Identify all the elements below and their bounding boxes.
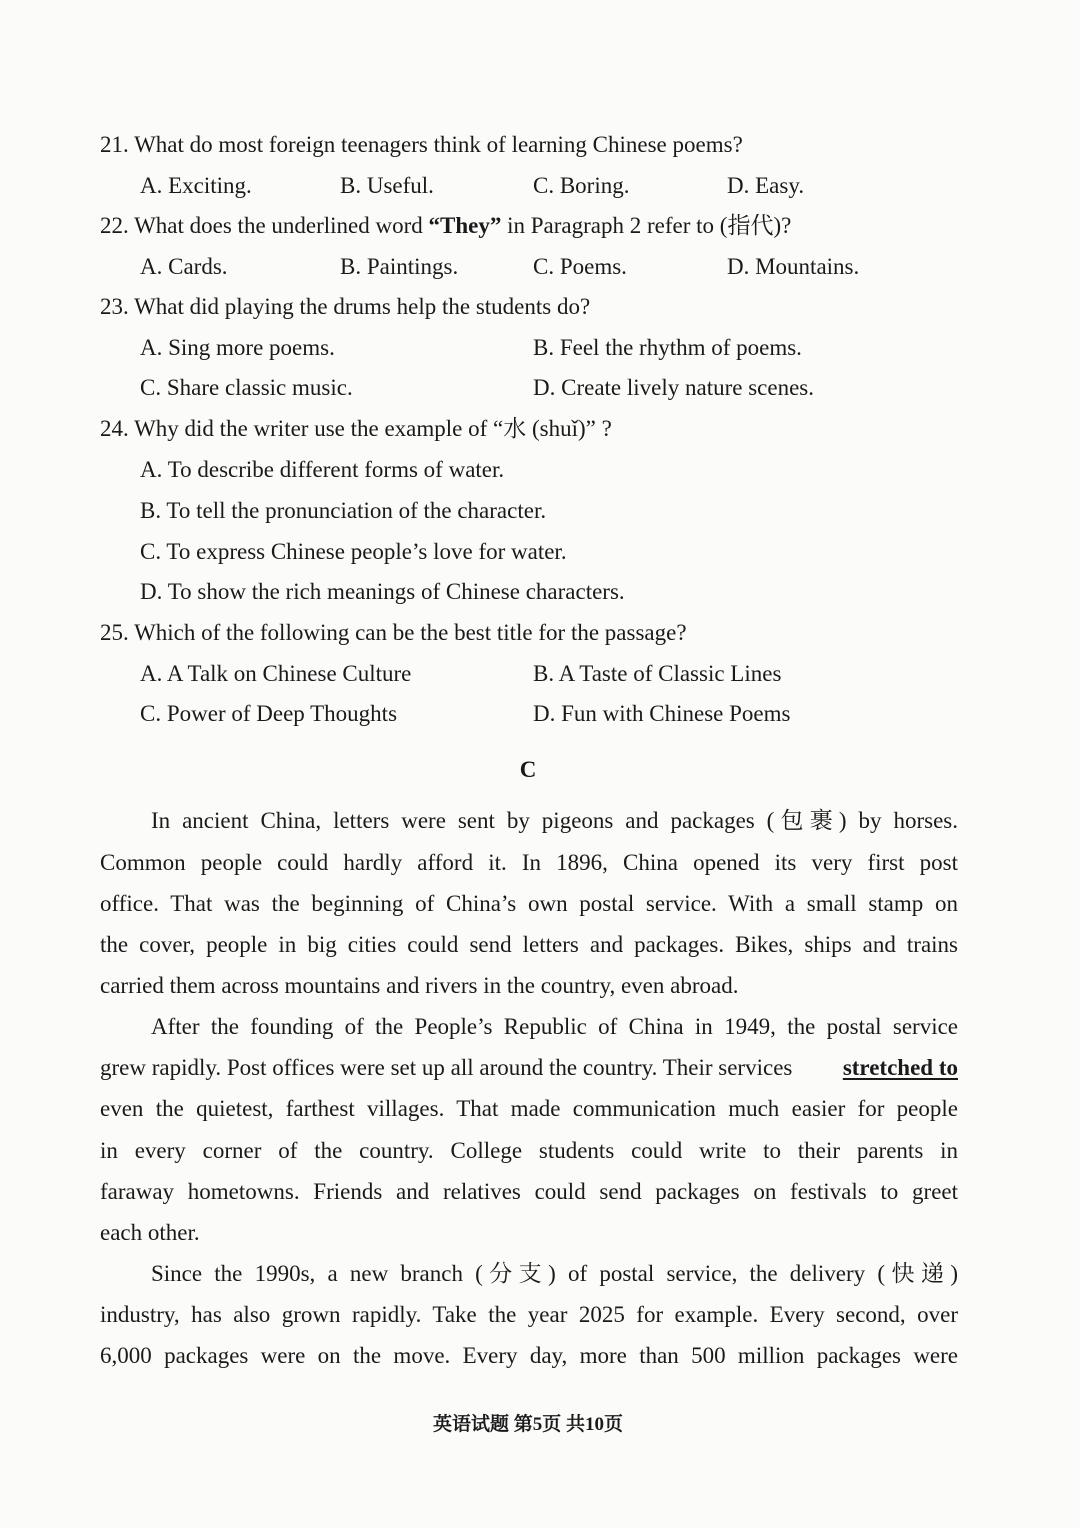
q21-option-b: B. Useful. xyxy=(340,173,434,198)
q21-option-c: C. Boring. xyxy=(533,173,630,198)
q22-stem-post: in Paragraph 2 refer to (指代)? xyxy=(501,213,792,238)
q22-option-d: D. Mountains. xyxy=(727,254,860,279)
q23-option-c: C. Share classic music. xyxy=(140,375,353,400)
q21-option-a: A. Exciting. xyxy=(140,173,252,198)
q24-option-c: C. To express Chinese people’s love for water. xyxy=(140,539,567,564)
q21-option-d: D. Easy. xyxy=(727,173,805,198)
passage-p1-line-2: Common people could hardly afford it. In 1896, China opened its very first post xyxy=(100,850,958,875)
question-23-stem: 23. What did playing the drums help the students do? xyxy=(100,294,591,319)
passage-p2-line-2 xyxy=(100,1054,958,1082)
passage-p2-line-2-text: grew rapidly. Post offices were set up all around the country. Their services xyxy=(100,1055,793,1080)
passage-p1-line-1: In ancient China, letters were sent by pigeons and packages (包裹) by horses. xyxy=(151,808,958,833)
q23-option-d: D. Create lively nature scenes. xyxy=(533,375,814,400)
underlined-phrase-stretched-to: stretched to xyxy=(842,1055,958,1080)
section-heading: C xyxy=(519,757,537,782)
question-25-stem: 25. Which of the following can be the best title for the passage? xyxy=(100,620,687,645)
q25-option-a: A. A Talk on Chinese Culture xyxy=(140,661,412,686)
q24-option-a: A. To describe different forms of water. xyxy=(140,457,505,482)
passage-p2-line-6: each other. xyxy=(100,1220,200,1245)
passage-p3-line-2: industry, has also grown rapidly. Take the year 2025 for example. Every second, over xyxy=(100,1302,958,1327)
q22-stem-bold-word: “They” xyxy=(428,213,502,238)
q25-option-d: D. Fun with Chinese Poems xyxy=(533,701,791,726)
q22-stem-pre: 22. What does the underlined word xyxy=(100,213,429,238)
passage-p2-line-5: faraway hometowns. Friends and relatives could send packages on festivals to greet xyxy=(100,1179,958,1204)
question-21-stem: 21. What do most foreign teenagers think of learning Chinese poems? xyxy=(100,132,743,157)
passage-p2-line-3: even the quietest, farthest villages. That made communication much easier for people xyxy=(100,1096,958,1121)
passage-p2-line-1: After the founding of the People’s Republic of China in 1949, the postal service xyxy=(151,1014,958,1039)
q23-option-b: B. Feel the rhythm of poems. xyxy=(533,335,802,360)
q25-option-b: B. A Taste of Classic Lines xyxy=(533,661,782,686)
q24-option-d: D. To show the rich meanings of Chinese characters. xyxy=(140,579,625,604)
question-24-stem: 24. Why did the writer use the example of “水 (shuǐ)” ? xyxy=(100,416,612,441)
passage-p1-line-4: the cover, people in big cities could send letters and packages. Bikes, ships and trains xyxy=(100,932,958,957)
passage-p1-line-3: office. That was the beginning of China’s own postal service. With a small stamp on xyxy=(100,891,958,916)
passage-p1-line-5: carried them across mountains and rivers in the country, even abroad. xyxy=(100,973,739,998)
question-22-stem xyxy=(100,212,791,240)
q24-option-b: B. To tell the pronunciation of the character. xyxy=(140,498,547,523)
q22-option-c: C. Poems. xyxy=(533,254,627,279)
q25-option-c: C. Power of Deep Thoughts xyxy=(140,701,398,726)
passage-p2-line-4: in every corner of the country. College students could write to their parents in xyxy=(100,1138,958,1163)
q22-option-a: A. Cards. xyxy=(140,254,228,279)
passage-p3-line-1: Since the 1990s, a new branch (分支) of postal service, the delivery (快递) xyxy=(151,1261,958,1286)
q22-option-b: B. Paintings. xyxy=(340,254,459,279)
passage-p3-line-3: 6,000 packages were on the move. Every day, more than 500 million packages were xyxy=(100,1343,958,1368)
q23-option-a: A. Sing more poems. xyxy=(140,335,335,360)
page-footer: 英语试题 第5页 共10页 xyxy=(432,1414,623,1435)
